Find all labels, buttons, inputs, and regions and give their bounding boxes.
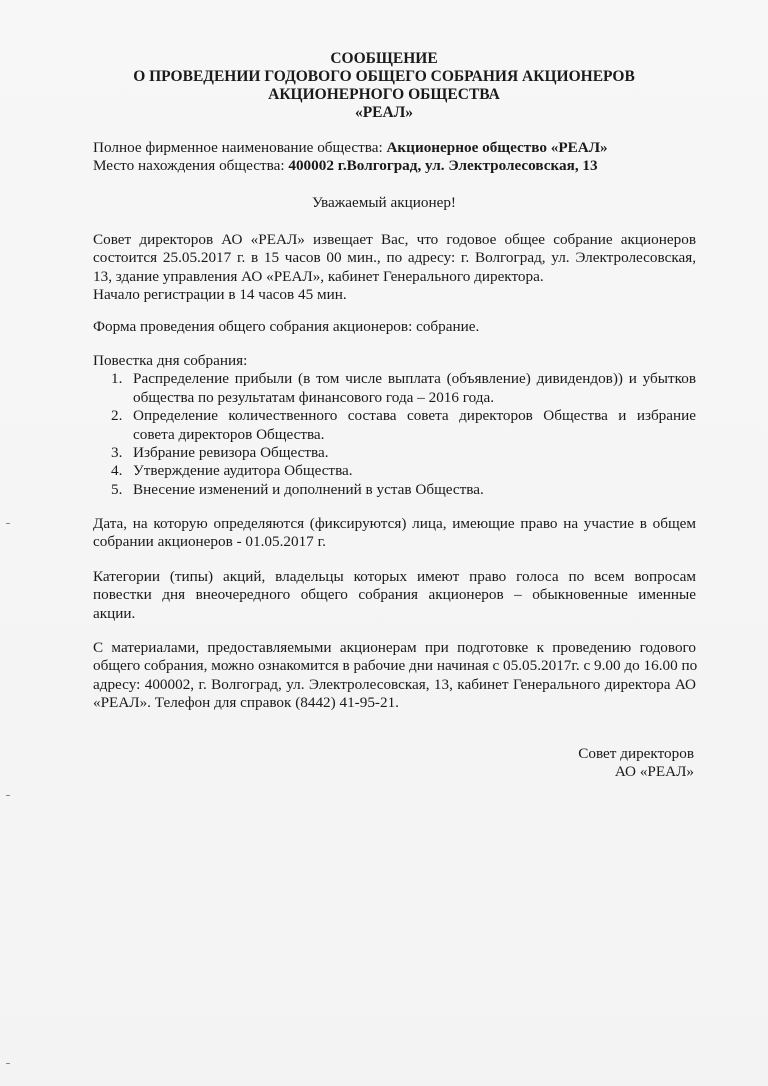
materials-line: С материалами, предоставляемыми акционерам при подготовке к проведению годового bbox=[93, 639, 696, 656]
agenda bbox=[93, 352, 696, 499]
document-title bbox=[0, 50, 768, 122]
scan-edge-mark bbox=[6, 523, 10, 524]
signature-line: Совет директоров bbox=[578, 745, 694, 762]
share-categories-paragraph bbox=[93, 568, 696, 623]
agenda-item-text: Внесение изменений и дополнений в устав Общества. bbox=[133, 480, 484, 498]
agenda-item bbox=[93, 444, 696, 462]
record-date-paragraph bbox=[93, 515, 696, 552]
materials-paragraph bbox=[93, 639, 696, 713]
title-line: СООБЩЕНИЕ bbox=[330, 50, 438, 67]
materials-line: общего собрания, можно ознакомится в рабочие дни начиная с 05.05.2017г. с 9.00 до 16.00 по bbox=[93, 657, 698, 675]
agenda-item bbox=[93, 370, 696, 407]
materials-line: адресу: 400002, г. Волгоград, ул. Электролесовская, 13, кабинет Генерального директора АО bbox=[93, 675, 696, 693]
company-location-value: 400002 г.Волгоград, ул. Электролесовская, 13 bbox=[288, 157, 598, 174]
agenda-item-number: 4. bbox=[111, 462, 123, 480]
agenda-item-text: Утверждение аудитора Общества. bbox=[133, 462, 353, 480]
agenda-item bbox=[93, 407, 696, 444]
agenda-item-text: Избрание ревизора Общества. bbox=[133, 444, 329, 462]
agenda-item-text: Распределение прибыли (в том числе выплата (объявление) дивидендов)) и убытков bbox=[133, 370, 696, 388]
agenda-item-number: 2. bbox=[111, 407, 123, 425]
record-date-line: Дата, на которую определяются (фиксируются) лица, имеющие право на участие в общем bbox=[93, 515, 696, 532]
company-location-label: Место нахождения общества: bbox=[93, 157, 289, 174]
agenda-list bbox=[93, 370, 696, 499]
record-date-line: собрании акционеров - 01.05.2017 г. bbox=[93, 533, 326, 551]
notice-line: Совет директоров АО «РЕАЛ» извещает Вас, что годовое общее собрание акционеров bbox=[93, 231, 696, 248]
agenda-item bbox=[93, 462, 696, 480]
signature-block bbox=[578, 745, 694, 782]
agenda-item-number: 3. bbox=[111, 444, 123, 462]
greeting: Уважаемый акционер! bbox=[312, 194, 456, 211]
scan-edge-mark bbox=[6, 1063, 10, 1064]
signature-line: АО «РЕАЛ» bbox=[614, 763, 694, 781]
agenda-item-number: 5. bbox=[111, 480, 123, 498]
title-line: О ПРОВЕДЕНИИ ГОДОВОГО ОБЩЕГО СОБРАНИЯ АКЦИОНЕРОВ bbox=[133, 68, 635, 85]
notice-paragraph bbox=[93, 231, 696, 305]
agenda-item-number: 1. bbox=[111, 370, 123, 388]
meeting-form: Форма проведения общего собрания акционеров: собрание. bbox=[93, 318, 480, 335]
scan-edge-mark bbox=[6, 795, 10, 796]
company-name-label: Полное фирменное наименование общества: bbox=[93, 139, 387, 156]
materials-line: «РЕАЛ». Телефон для справок (8442) 41-95-21. bbox=[93, 694, 399, 712]
agenda-title: Повестка дня собрания: bbox=[93, 352, 248, 369]
agenda-item-text: совета директоров Общества. bbox=[133, 425, 325, 443]
share-categories-line: повестки дня внеочередного общего собрания акционеров – обыкновенные именные bbox=[93, 586, 696, 604]
company-location-line bbox=[93, 157, 598, 175]
title-line: «РЕАЛ» bbox=[354, 104, 414, 121]
company-name-value: Акционерное общество «РЕАЛ» bbox=[386, 139, 608, 156]
agenda-item-text: общества по результатам финансового года – 2016 года. bbox=[133, 388, 495, 406]
title-line: АКЦИОНЕРНОГО ОБЩЕСТВА bbox=[268, 86, 500, 103]
notice-line: 13, здание управления АО «РЕАЛ», кабинет Генерального директора. bbox=[93, 267, 544, 285]
notice-line: состоится 25.05.2017 г. в 15 часов 00 мин., по адресу: г. Волгоград, ул. Электролесовская, bbox=[93, 249, 696, 267]
company-name-line bbox=[93, 139, 608, 157]
agenda-item bbox=[93, 481, 696, 499]
share-categories-line: акции. bbox=[93, 604, 136, 622]
agenda-item-text: Определение количественного состава совета директоров Общества и избрание bbox=[133, 407, 696, 425]
share-categories-line: Категории (типы) акций, владельцы которых имеют право голоса по всем вопросам bbox=[93, 568, 696, 585]
registration-time: Начало регистрации в 14 часов 45 мин. bbox=[93, 286, 347, 304]
